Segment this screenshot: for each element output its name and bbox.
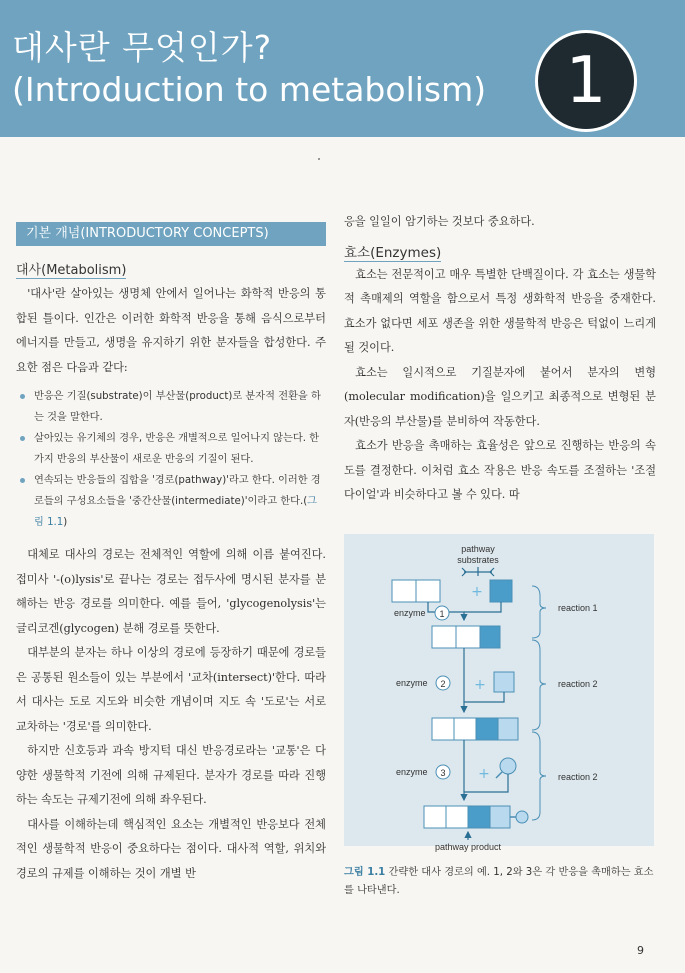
enzyme-label: enzyme bbox=[396, 767, 428, 777]
reaction-label: reaction 2 bbox=[558, 772, 598, 782]
row-3 bbox=[432, 718, 518, 740]
intermediate-block-light bbox=[498, 718, 518, 740]
chapter-number: 1 bbox=[565, 44, 607, 118]
paragraph-metabolism-intro: '대사'란 살아있는 생명체 안에서 일어나는 화학적 반응의 통합된 틀이다. 인간은 이러한 화학적 반응을 통해 음식으로부터 에너지를 만들고, 생명을 유지하기 위한 분자들을 합성한다. 주요한 점은 다음과 같다: bbox=[16, 287, 326, 374]
enzyme-label: enzyme bbox=[396, 678, 428, 688]
page-number: 9 bbox=[637, 944, 644, 957]
intermediate-block bbox=[456, 626, 480, 648]
plus-sign: + bbox=[478, 766, 490, 782]
enzyme-number: 3 bbox=[440, 768, 446, 778]
figure-reference: 그림 1.1 bbox=[34, 496, 318, 528]
intermediate-block bbox=[454, 718, 476, 740]
chapter-title-english: (Introduction to metabolism) bbox=[12, 70, 487, 109]
bullet-text: 연속되는 반응들의 집합을 '경로(pathway)'라고 한다. 이러한 경로들의 구성요소들을 '중간산물(intermediate)'이라고 한다.( bbox=[34, 475, 321, 507]
product-ball-icon bbox=[516, 811, 528, 823]
cosubstrate-ball-icon bbox=[500, 758, 516, 774]
flow-join-1 bbox=[464, 602, 501, 612]
chapter-title-korean: 대사란 무엇인가? bbox=[12, 28, 273, 67]
reaction-2-bracket bbox=[532, 640, 546, 730]
substrate-arrow bbox=[464, 567, 492, 576]
pathway-diagram-svg bbox=[344, 534, 654, 852]
product-block bbox=[424, 806, 446, 828]
chapter-header bbox=[0, 0, 685, 137]
bullet-text: 살아있는 유기체의 경우, 반응은 개별적으로 일어나지 않는다. 한가지 반응의 부산물이 새로운 반응의 기질이 된다. bbox=[34, 433, 320, 465]
reaction-1-bracket bbox=[532, 586, 546, 638]
subheading-metabolism-text: 대사(Metabolism) bbox=[16, 263, 127, 278]
plus-sign: + bbox=[471, 584, 483, 600]
caption-label: 그림 1.1 bbox=[344, 867, 386, 878]
figure-pathway-diagram bbox=[344, 534, 654, 852]
reaction-3-bracket bbox=[532, 732, 546, 820]
subheading-metabolism bbox=[16, 259, 326, 278]
intermediate-block bbox=[432, 626, 456, 648]
product-block-dark bbox=[468, 806, 490, 828]
subheading-enzymes bbox=[344, 241, 656, 261]
paragraph-enzyme-definition: 효소는 전문적이고 매우 특별한 단백질이다. 각 효소는 생물학적 촉매제의 역할을 함으로서 특정 생화학적 반응을 중재한다. 효소가 없다면 세포 생존을 위한 생물학적 반응은 턱없이 느리게 될 것이다. bbox=[344, 267, 656, 354]
bullet-text-end: ) bbox=[63, 517, 68, 528]
bullet-list bbox=[16, 386, 326, 533]
substrate-block bbox=[392, 580, 416, 602]
caption-text: 간략한 대사 경로의 예. 1, 2와 3은 각 반응을 촉매하는 효소를 나타낸다. bbox=[344, 867, 654, 896]
paragraph-regulation: 하지만 신호등과 과속 방지턱 대신 반응경로라는 '교통'은 다양한 생물학적 기전에 의해 규제된다. 분자가 경로를 따라 진행하는 속도는 규제기전에 의해 좌우된다. bbox=[16, 744, 326, 806]
reaction-label: reaction 1 bbox=[558, 603, 598, 613]
substrate-block-dark bbox=[490, 580, 512, 602]
intermediate-block-dark bbox=[476, 718, 498, 740]
bullet-text: 반응은 기질(substrate)이 부산물(product)로 분자적 전환을 하는 것을 말한다. bbox=[34, 391, 321, 423]
flow-arrow-2 bbox=[464, 692, 504, 712]
paragraph-intersect: 대부분의 분자는 하나 이상의 경로에 등장하기 때문에 경로들은 공통된 원소들이 있는 부분에서 '교차(intersect)'한다. 따라서 대사는 도로 지도와 비슷한 개념이며 지도 속 '도로'는 서로 교차하는 '경로'를 의미한다. bbox=[16, 646, 326, 733]
paragraph-continued: 응을 일일이 암기하는 것보다 중요하다. bbox=[344, 215, 535, 228]
enzyme-label: enzyme bbox=[394, 608, 426, 618]
paragraph-enzyme-mechanism: 효소는 일시적으로 기질분자에 붙어서 분자의 변형(molecular modification)을 일으키고 최종적으로 변형된 분자(반응의 부산물)를 분비하여 작동한다. bbox=[344, 365, 656, 428]
row-2 bbox=[432, 626, 500, 648]
right-column bbox=[344, 215, 656, 508]
bullet-item bbox=[16, 386, 326, 428]
label-substrates: substrates bbox=[457, 555, 499, 565]
label-pathway-product: pathway product bbox=[434, 842, 502, 852]
substrate-block bbox=[416, 580, 440, 602]
intermediate-block-dark bbox=[480, 626, 500, 648]
bullet-dot-icon bbox=[20, 478, 25, 483]
row-4-product bbox=[424, 806, 528, 828]
print-speck bbox=[318, 158, 320, 160]
figure-caption bbox=[344, 864, 656, 900]
enzyme-number: 2 bbox=[440, 679, 446, 689]
bullet-dot-icon bbox=[20, 436, 25, 441]
intermediate-block bbox=[432, 718, 454, 740]
plus-sign: + bbox=[474, 677, 486, 693]
enzyme-number: 1 bbox=[439, 609, 445, 619]
row-1 bbox=[392, 580, 512, 602]
paragraph-pathway-names: 대체로 대사의 경로는 전체적인 역할에 의해 이름 붙여진다. 접미사 '-(o)lysis'로 끝나는 경로는 접두사에 명시된 분자를 분해하는 반응 경로를 의미한다. 예를 들어, 'glycogenolysis'는 글리코겐(glycogen) 분해 경로를 뜻한다. bbox=[16, 548, 326, 635]
bullet-item bbox=[16, 470, 326, 533]
subheading-enzymes-text: 효소(Enzymes) bbox=[344, 244, 442, 261]
product-block bbox=[446, 806, 468, 828]
left-column bbox=[16, 222, 326, 886]
product-block-light bbox=[490, 806, 510, 828]
bullet-dot-icon bbox=[20, 394, 25, 399]
cosubstrate-stem bbox=[496, 772, 502, 778]
paragraph-enzyme-rate: 효소가 반응을 촉매하는 효율성은 앞으로 진행하는 반응의 속도를 결정한다. 이처럼 효소 작용은 반응 속도를 조절하는 '조절 다이얼'과 비슷하다고 볼 수 있다. 따 bbox=[344, 439, 656, 501]
chapter-number-badge bbox=[535, 30, 637, 132]
paragraph-understanding: 대사를 이해하는데 핵심적인 요소는 개별적인 반응보다 전체적인 생물학적 반응이 중요하다는 점이다. 대사적 역할, 위치와 경로의 규제를 이해하는 것이 개별 반 bbox=[16, 817, 326, 880]
section-heading-bar: 기본 개념(INTRODUCTORY CONCEPTS) bbox=[16, 222, 326, 246]
cosubstrate-block-light bbox=[494, 672, 514, 692]
bullet-item bbox=[16, 428, 326, 470]
label-pathway: pathway bbox=[461, 544, 495, 554]
reaction-label: reaction 2 bbox=[558, 679, 598, 689]
